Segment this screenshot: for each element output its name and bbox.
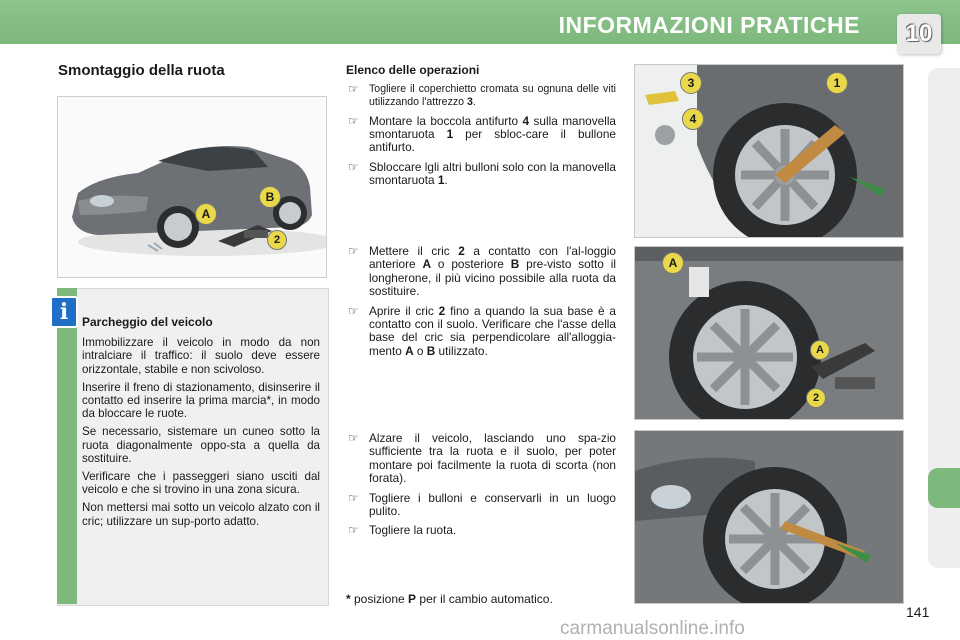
chapter-badge (897, 14, 941, 54)
operation-step: ☞ Sbloccare lgli altri bulloni solo con la manovella smontaruota 1. (348, 159, 616, 188)
pointing-hand-icon: ☞ (348, 431, 359, 445)
marker-2-jack: 2 (806, 388, 826, 408)
pointing-hand-icon: ☞ (348, 244, 359, 258)
footnote: * posizione P per il cambio automatico. (346, 592, 553, 606)
info-paragraph: Immobilizzare il veicolo in modo da non intralciare il traffico: il suolo deve essere orizzontale, stabile e non scivoloso. (82, 336, 320, 376)
marker-b: B (259, 186, 281, 208)
operations-title: Elenco delle operazioni (346, 63, 480, 77)
info-paragraph: Se necessario, sistemare un cuneo sotto la ruota diagonalmente oppo-sta a quella da sostituire. (82, 425, 320, 465)
pointing-hand-icon: ☞ (348, 159, 359, 174)
watermark: carmanualsonline.info (560, 618, 745, 639)
operations-group-2 (346, 245, 616, 364)
pointing-hand-icon: ☞ (348, 113, 359, 128)
wheel-removal-photo (634, 430, 904, 604)
marker-a: A (195, 203, 217, 225)
marker-a-bottom: A (810, 340, 830, 360)
marker-2: 2 (267, 230, 287, 250)
operation-step: ☞ Aprire il cric 2 fino a quando la sua base è a contatto con il suolo. Verificare che l'asse della base del cric sia perpendicolare all'alloggia-mento A o B utilizzato. (348, 303, 616, 358)
info-title: Parcheggio del veicolo (82, 315, 213, 329)
operation-step: ☞ Togliere il coperchietto cromata su ognuna delle viti utilizzando l'attrezzo 3. (348, 82, 616, 108)
info-paragraph: Inserire il freno di stazionamento, disinserire il contatto ed inserire la prima marcia*, in modo da bloccare le ruote. (82, 380, 320, 421)
info-icon: i (50, 296, 78, 328)
pointing-hand-icon: ☞ (348, 82, 359, 97)
operation-step: ☞ Alzare il veicolo, lasciando uno spa-zio sufficiente tra la ruota e il suolo, per poter montare poi facilmente la ruota di scorta (non forata). (348, 431, 616, 486)
chapter-tab[interactable] (928, 468, 960, 508)
page-title: INFORMAZIONI PRATICHE (558, 12, 860, 38)
marker-a-top: A (662, 252, 684, 274)
chapter-number: 10 (905, 20, 933, 47)
pointing-hand-icon: ☞ (348, 523, 359, 538)
operations-group-3 (346, 432, 616, 544)
marker-3: 3 (680, 72, 702, 94)
marker-4: 4 (682, 108, 704, 130)
operation-step: ☞ Togliere i bulloni e conservarli in un luogo pulito. (348, 490, 616, 519)
operations-group-1 (346, 64, 616, 194)
info-paragraph: Non mettersi mai sotto un veicolo alzato con il cric; utilizzare un sup-porto adatto. (82, 501, 320, 528)
operation-step: ☞ Montare la boccola antifurto 4 sulla manovella smontaruota 1 per sbloc-care il bullone antifurto. (348, 113, 616, 155)
info-bar (57, 288, 77, 604)
car-jack-illustration (57, 96, 327, 278)
operation-step: ☞ Mettere il cric 2 a contatto con l'al-loggio anteriore A o posteriore B pre-visto sotto il longherone, il più vicino possibile alla ruota da sostituire. (348, 244, 616, 299)
section-title: Smontaggio della ruota (58, 62, 225, 79)
info-paragraph: Verificare che i passeggeri siano usciti dal veicolo e che si trovino in una zona sicura. (82, 470, 320, 497)
info-content (82, 316, 320, 533)
page-number: 141 (906, 604, 930, 620)
pointing-hand-icon: ☞ (348, 303, 359, 318)
operation-step: ☞ Togliere la ruota. (348, 523, 457, 538)
wheel-bolts-photo (634, 64, 904, 238)
pointing-hand-icon: ☞ (348, 490, 359, 505)
marker-1: 1 (826, 72, 848, 94)
